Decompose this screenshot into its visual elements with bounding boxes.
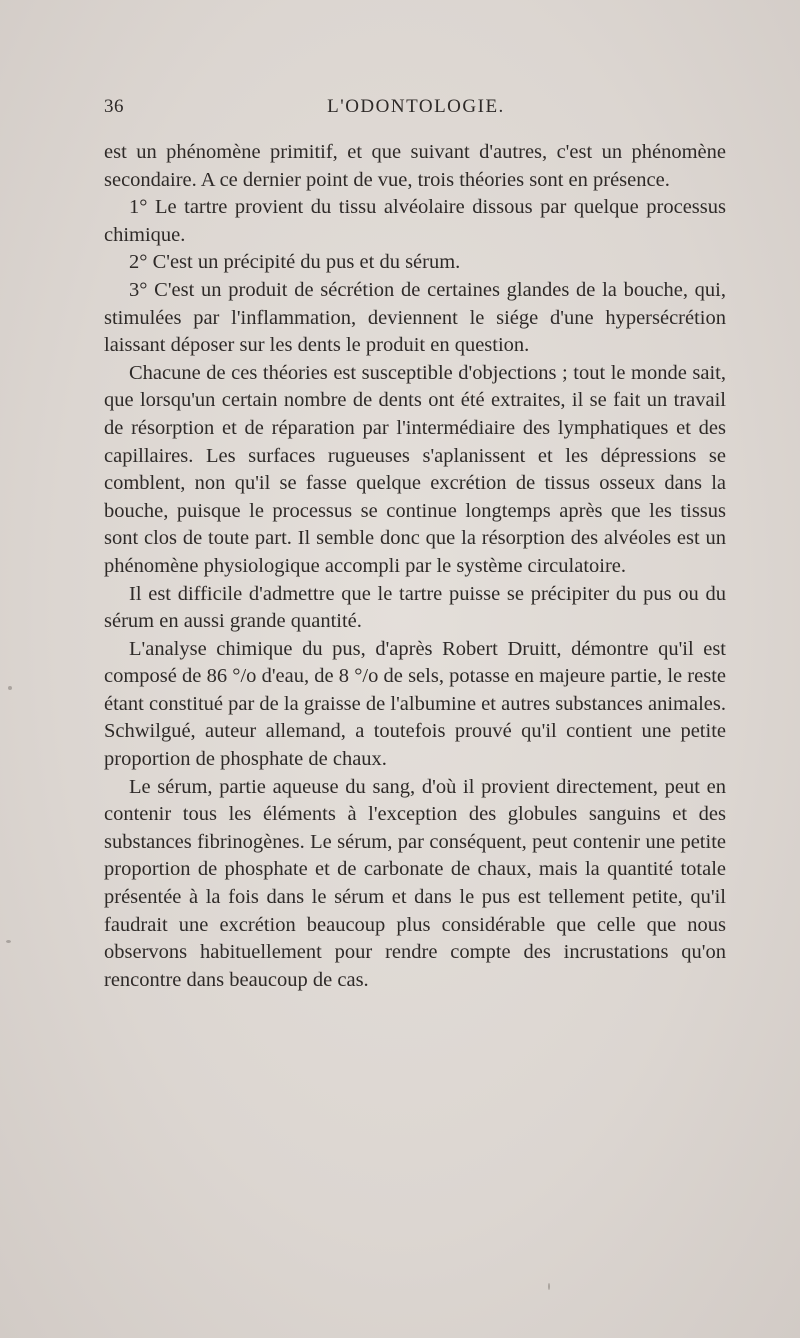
running-title: L'ODONTOLOGIE.: [327, 96, 505, 117]
body-text: [104, 139, 726, 994]
paragraph-theory-1: 1° Le tartre provient du tissu alvéolaire dissous par quelque processus chimique.: [104, 196, 726, 246]
paper-speck: [6, 940, 11, 943]
page-number: 36: [104, 96, 124, 117]
paper-speck: [8, 686, 12, 690]
paragraph-pus-analysis: L'analyse chimique du pus, d'après Robert Druitt, démontre qu'il est composé de 86 °/o d'eau, de 8 °/o de sels, potasse en majeure partie, le reste étant constitué par de la graisse de l'albumine et autres substances animales. Schwilgué, auteur allemand, a toutefois prouvé qu'il contient une petite proportion de phosphate de chaux.: [104, 637, 726, 771]
paragraph-theory-3: 3° C'est un produit de sécrétion de certaines glandes de la bouche, qui, stimulées par l'inflammation, deviennent le siége d'une hypersécrétion laissant déposer sur les dents le produit en question.: [104, 278, 726, 357]
paragraph-continuation: est un phénomène primitif, et que suivant d'autres, c'est un phénomène secondaire. A ce dernier point de vue, trois théories sont en présence.: [104, 141, 726, 191]
paper-speck: [548, 1283, 550, 1290]
paragraph-precipitation: Il est difficile d'admettre que le tartre puisse se précipiter du pus ou du sérum en aussi grande quantité.: [104, 582, 726, 633]
page-header: [104, 96, 728, 124]
paragraph-objections: Chacune de ces théories est susceptible d'objections ; tout le monde sait, que lorsqu'un certain nombre de dents ont été extraites, il se fait un travail de résorption et de réparation par l'intermédiaire des lymphatiques et des capillaires. Les surfaces rugueuses s'aplanissent et les dépressions se comblent, non qu'il se fasse quelque excrétion de tissus osseux dans la bouche, puisque le processus se continue longtemps après que les tissus sont clos de toute part. Il semble donc que la résorption des alvéoles est un phénomène physiologique accompli par le système circulatoire.: [104, 361, 726, 577]
paragraph-theory-2: 2° C'est un précipité du pus et du sérum.: [129, 251, 461, 274]
paragraph-serum: Le sérum, partie aqueuse du sang, d'où il provient directement, peut en contenir tous les éléments à l'exception des globules sanguins et des substances fibrinogènes. Le sérum, par conséquent, peut contenir une petite proportion de phosphate et de carbonate de chaux, mais la quantité totale présentée à la fois dans le sérum et dans le pus est tellement petite, qu'il faudrait une excrétion beaucoup plus considérable que celle que nous observons habituellement pour rendre compte des incrustations qu'on rencontre dans beaucoup de cas.: [104, 775, 726, 991]
